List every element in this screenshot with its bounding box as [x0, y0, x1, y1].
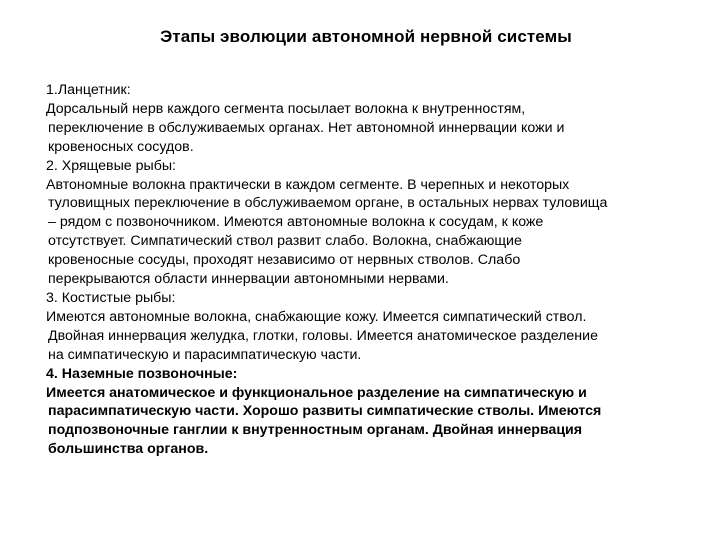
section-line: отсутствует. Симпатический ствол развит слабо. Волокна, снабжающие	[48, 233, 522, 250]
section-line: Автономные волокна практически в каждом сегменте. В черепных и некоторых	[46, 176, 570, 193]
section-line: на симпатическую и парасимпатическую части.	[48, 346, 362, 363]
section-line: Имеется анатомическое и функциональное разделение на симпатическую и	[46, 384, 587, 401]
section-line: кровеносные сосуды, проходят независимо от нервных стволов. Слабо	[48, 252, 521, 269]
section-line: подпозвоночные ганглии к внутренностным органам. Двойная иннервация	[48, 422, 583, 439]
section-line: Двойная иннервация желудка, глотки, головы. Имеется анатомическое разделение	[48, 327, 598, 344]
section-line: перекрываются области иннервации автономными нервами.	[48, 271, 449, 288]
section-heading-bony-fish: 3. Костистые рыбы:	[46, 289, 176, 306]
slide-body	[46, 81, 696, 459]
section-line: большинства органов.	[48, 441, 209, 458]
section-heading-lancelet: 1.Ланцетник:	[46, 82, 131, 98]
section-line: Дорсальный нерв каждого сегмента посылает волокна к внутренностям,	[46, 100, 526, 117]
section-line: Имеются автономные волокна, снабжающие кожу. Имеется симпатический ствол.	[46, 308, 587, 325]
section-line: парасимпатическую части. Хорошо развиты симпатические стволы. Имеются	[48, 403, 602, 420]
section-line: кровеносных сосудов.	[48, 138, 194, 155]
section-heading-cartilaginous-fish: 2. Хрящевые рыбы:	[46, 157, 176, 174]
slide-title: Этапы эволюции автономной нервной системы	[160, 27, 572, 46]
section-line: переключение в обслуживаемых органах. Нет автономной иннервации кожи и	[48, 119, 565, 136]
section-line: – рядом с позвоночником. Имеются автономные волокна к сосудам, к коже	[48, 214, 544, 231]
section-line: туловищных переключение в обслуживаемом органе, в остальных нервах туловища	[48, 195, 608, 212]
section-heading-land-vertebrates: 4. Наземные позвоночные:	[46, 365, 238, 382]
